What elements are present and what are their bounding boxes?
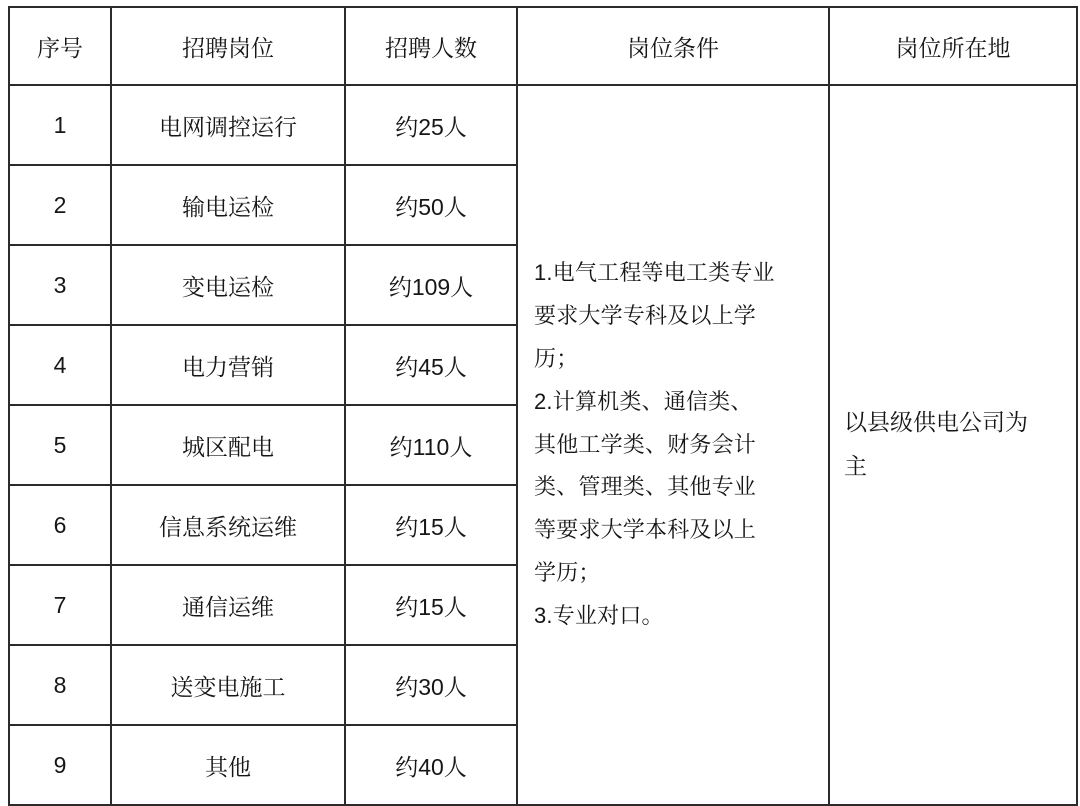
column-header-location: 岗位所在地 — [829, 7, 1077, 85]
conditions-line: 要求大学专科及以上学 — [534, 302, 757, 328]
cell-count: 约30人 — [345, 645, 517, 725]
cell-count: 约40人 — [345, 725, 517, 805]
document-page — [0, 6, 1080, 802]
conditions-line: 其他工学类、财务会计 — [534, 431, 757, 457]
cell-post: 其他 — [111, 725, 345, 805]
cell-post: 送变电施工 — [111, 645, 345, 725]
column-header-conditions: 岗位条件 — [517, 7, 829, 85]
conditions-line: 历； — [534, 345, 579, 371]
cell-location — [829, 85, 1077, 805]
cell-count: 约45人 — [345, 325, 517, 405]
cell-post: 城区配电 — [111, 405, 345, 485]
cell-index: 1 — [9, 85, 111, 165]
conditions-line: 3.专业对口。 — [534, 603, 664, 629]
conditions-line: 1.电气工程等电工类专业 — [534, 259, 775, 285]
cell-index: 3 — [9, 245, 111, 325]
column-header-index: 序号 — [9, 7, 111, 85]
location-line: 以县级供电公司为 — [844, 409, 1028, 436]
table-body — [9, 85, 1077, 805]
cell-count: 约15人 — [345, 565, 517, 645]
cell-index: 5 — [9, 405, 111, 485]
cell-post: 电网调控运行 — [111, 85, 345, 165]
cell-count: 约50人 — [345, 165, 517, 245]
cell-conditions — [517, 85, 829, 805]
cell-index: 2 — [9, 165, 111, 245]
cell-index: 6 — [9, 485, 111, 565]
cell-count: 约109人 — [345, 245, 517, 325]
cell-post: 通信运维 — [111, 565, 345, 645]
cell-index: 9 — [9, 725, 111, 805]
cell-index: 4 — [9, 325, 111, 405]
table-header-row — [9, 7, 1077, 85]
cell-index: 8 — [9, 645, 111, 725]
conditions-line: 等要求大学本科及以上 — [534, 517, 757, 543]
cell-count: 约25人 — [345, 85, 517, 165]
column-header-post: 招聘岗位 — [111, 7, 345, 85]
conditions-line: 学历； — [534, 560, 601, 586]
cell-count: 约15人 — [345, 485, 517, 565]
conditions-text — [518, 252, 828, 638]
location-text — [830, 401, 1076, 488]
conditions-line: 类、管理类、其他专业 — [534, 474, 757, 500]
location-line: 主 — [844, 453, 867, 479]
column-header-count: 招聘人数 — [345, 7, 517, 85]
cell-post: 输电运检 — [111, 165, 345, 245]
cell-count: 约110人 — [345, 405, 517, 485]
cell-index: 7 — [9, 565, 111, 645]
recruitment-table — [8, 6, 1078, 806]
cell-post: 变电运检 — [111, 245, 345, 325]
table-row — [9, 85, 1077, 165]
cell-post: 信息系统运维 — [111, 485, 345, 565]
cell-post: 电力营销 — [111, 325, 345, 405]
table-header — [9, 7, 1077, 85]
conditions-line: 2.计算机类、通信类、 — [534, 388, 753, 414]
